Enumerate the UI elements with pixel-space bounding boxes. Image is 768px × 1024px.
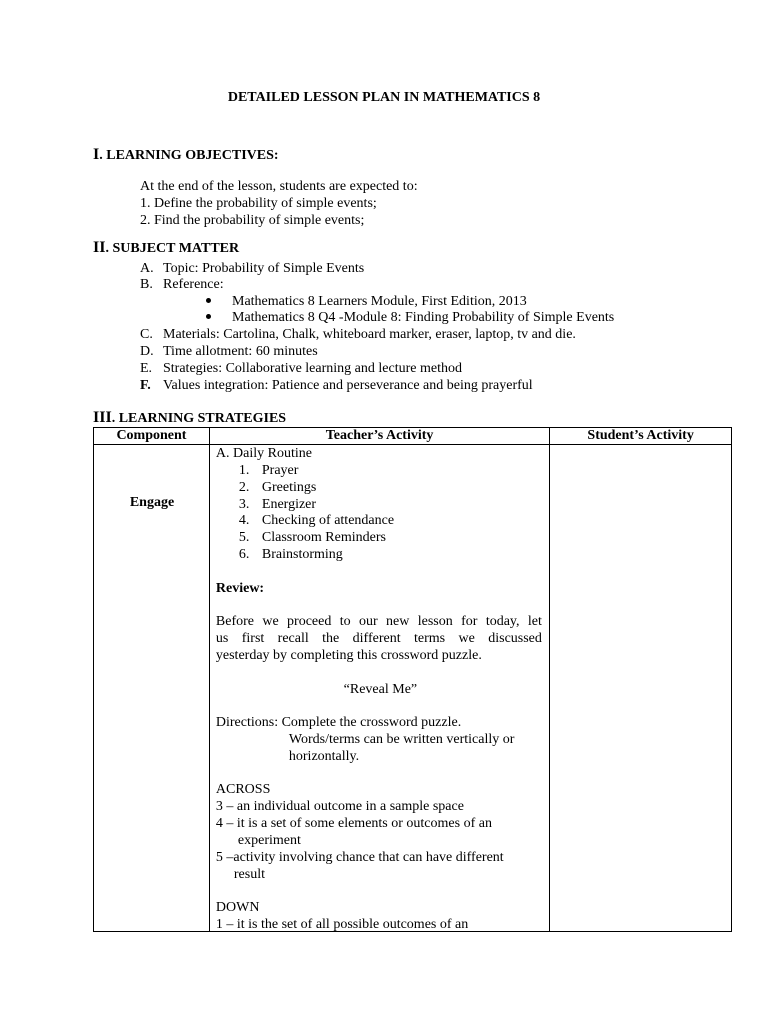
section-title: . LEARNING STRATEGIES <box>111 411 287 426</box>
routine-number: 5. <box>238 530 250 545</box>
review-paragraph-line: us first recall the different terms we discussed <box>215 631 542 646</box>
component-cell <box>94 445 210 932</box>
section-objectives-heading <box>93 146 279 164</box>
across-clue: 5 –activity involving chance that can have different <box>215 850 504 865</box>
down-clue: 1 – it is the set of all possible outcomes of an <box>215 917 469 932</box>
table-row <box>94 445 732 932</box>
objective-item: 2. Find the probability of simple events; <box>140 213 365 228</box>
routine-number: 1. <box>238 463 250 478</box>
review-paragraph-line: yesterday by completing this crossword puzzle. <box>215 648 482 663</box>
routine-item: Classroom Reminders <box>261 530 386 545</box>
student-activity-cell <box>550 445 732 932</box>
subject-item-values: Values integration: Patience and perseverance and being prayerful <box>163 378 533 393</box>
routine-number: 2. <box>238 480 250 495</box>
directions-continued: horizontally. <box>288 749 360 764</box>
activity-title: “Reveal Me” <box>343 682 418 697</box>
column-header-component: Component <box>94 428 210 445</box>
objective-item: 1. Define the probability of simple events; <box>140 196 377 211</box>
reference-item: Mathematics 8 Q4 -Module 8: Finding Probability of Simple Events <box>232 310 615 325</box>
section-roman-numeral: I <box>93 146 100 163</box>
component-label: Engage <box>129 495 175 510</box>
across-clue-continued: experiment <box>237 833 301 848</box>
across-clue-continued: result <box>233 867 265 882</box>
directions-continued: Words/terms can be written vertically or <box>288 732 515 747</box>
subject-item-marker: A. <box>140 261 154 276</box>
subject-item-topic: Topic: Probability of Simple Events <box>163 261 365 276</box>
subject-item-strategies: Strategies: Collaborative learning and lecture method <box>163 361 462 376</box>
daily-routine-heading: A. Daily Routine <box>215 446 312 461</box>
table-header-row <box>94 428 732 445</box>
subject-item-time: Time allotment: 60 minutes <box>163 344 318 359</box>
subject-item-reference: Reference: <box>163 277 224 292</box>
routine-item: Energizer <box>261 497 317 512</box>
section-title: . SUBJECT MATTER <box>105 241 240 256</box>
bullet-icon <box>206 314 211 319</box>
section-strategies-heading <box>93 409 286 427</box>
subject-item-materials: Materials: Cartolina, Chalk, whiteboard marker, eraser, laptop, tv and die. <box>163 327 576 342</box>
document-title: DETAILED LESSON PLAN IN MATHEMATICS 8 <box>227 90 541 105</box>
subject-item-marker: B. <box>140 277 153 292</box>
routine-item: Prayer <box>261 463 299 478</box>
objectives-intro: At the end of the lesson, students are expected to: <box>140 179 418 194</box>
column-header-teacher: Teacher’s Activity <box>209 428 549 445</box>
routine-item: Greetings <box>261 480 317 495</box>
routine-number: 3. <box>238 497 250 512</box>
across-clue: 4 – it is a set of some elements or outcomes of an <box>215 816 492 831</box>
routine-item: Checking of attendance <box>261 513 395 528</box>
across-label: ACROSS <box>215 782 271 797</box>
reference-item: Mathematics 8 Learners Module, First Edition, 2013 <box>232 294 527 309</box>
routine-number: 4. <box>238 513 250 528</box>
review-paragraph-line: Before we proceed to our new lesson for today, let <box>215 614 542 629</box>
subject-item-marker: F. <box>140 378 151 393</box>
subject-item-marker: C. <box>140 327 153 342</box>
subject-item-marker: E. <box>140 361 153 376</box>
teacher-activity-cell <box>209 445 549 932</box>
section-roman-numeral: II <box>93 239 106 256</box>
column-header-student: Student’s Activity <box>550 428 732 445</box>
directions-text: Directions: Complete the crossword puzzle. <box>215 715 462 730</box>
down-label: DOWN <box>215 900 260 915</box>
section-roman-numeral: III <box>93 409 112 426</box>
section-subject-matter-heading <box>93 239 239 257</box>
lesson-plan-table <box>93 427 732 932</box>
review-label: Review: <box>215 581 265 596</box>
bullet-icon <box>206 298 211 303</box>
across-clue: 3 – an individual outcome in a sample space <box>215 799 464 814</box>
routine-number: 6. <box>238 547 250 562</box>
section-title: . LEARNING OBJECTIVES: <box>99 148 279 163</box>
routine-item: Brainstorming <box>261 547 343 562</box>
subject-item-marker: D. <box>140 344 154 359</box>
